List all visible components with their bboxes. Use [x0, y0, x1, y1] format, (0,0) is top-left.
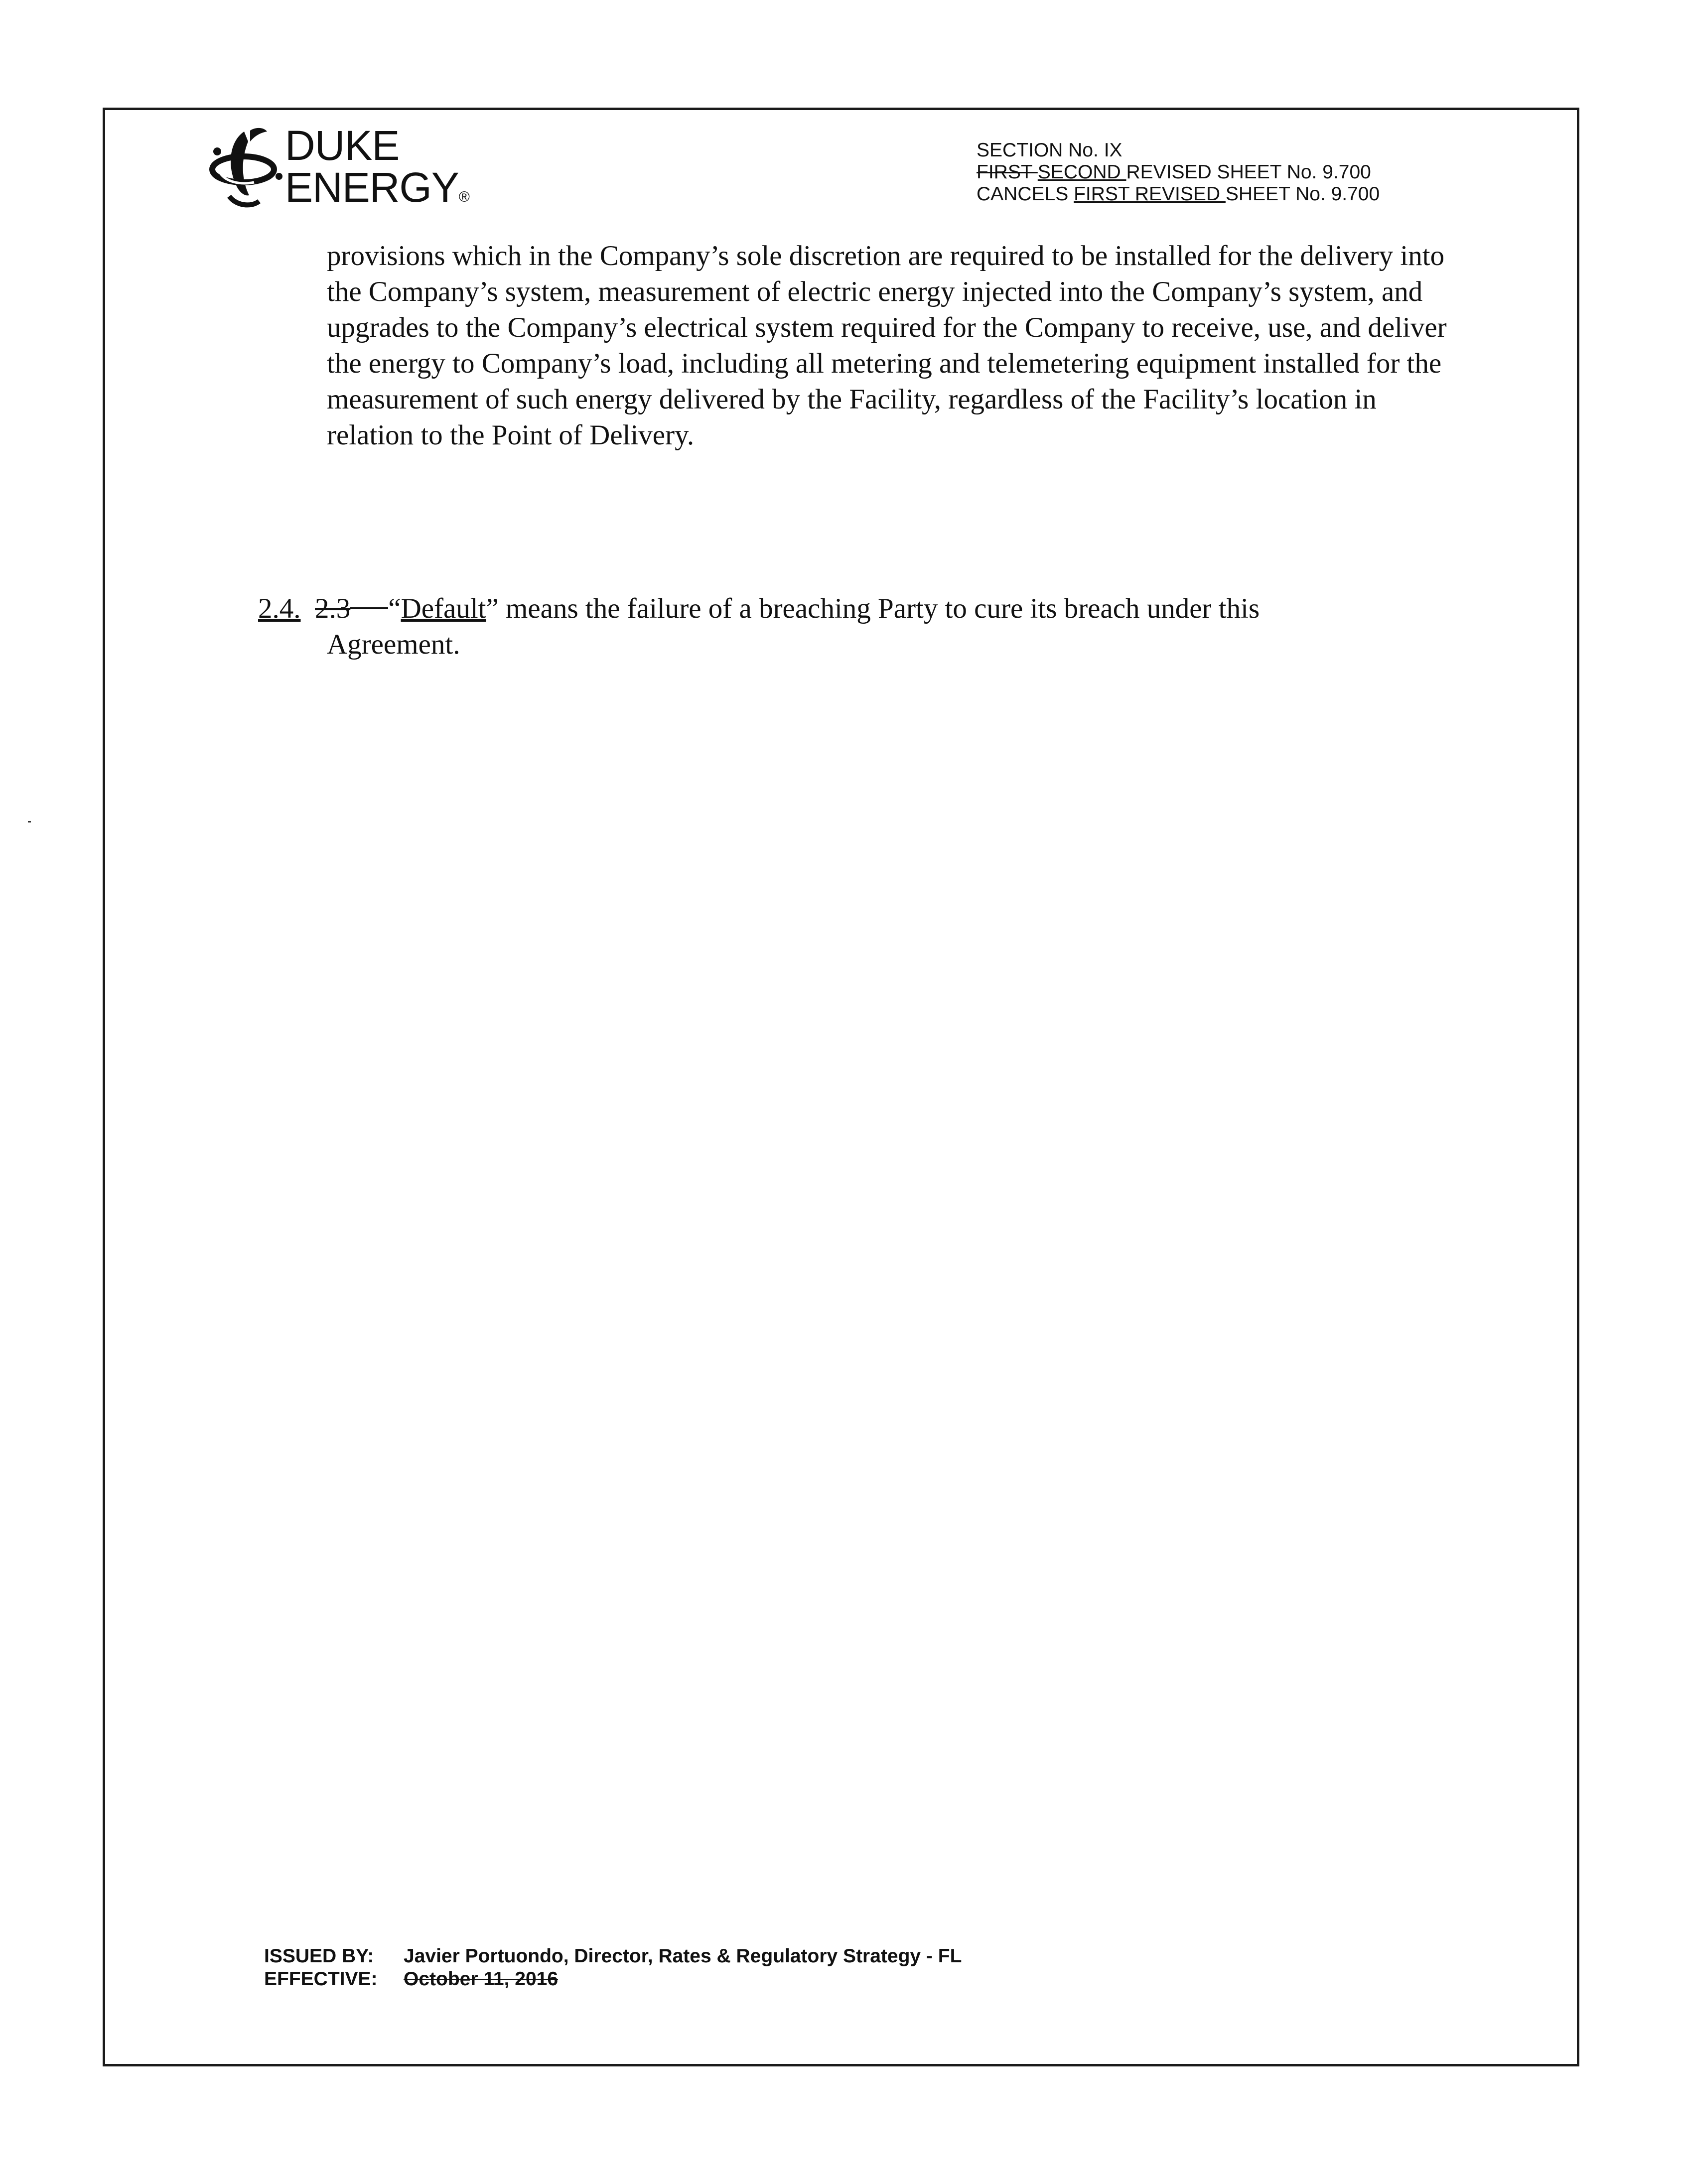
registered-mark: ® — [458, 189, 469, 205]
issued-by-label: ISSUED BY: — [264, 1945, 374, 1967]
cancels-prefix: CANCELS — [977, 183, 1074, 205]
footer — [264, 1945, 962, 1991]
continued-paragraph: provisions which in the Company’s sole discretion are required to be installed for the delivery into the Company’s system, measurement of electric energy injected into the Company’s system, and upgrades to the Company’s electrical system required for the Company to receive, use, and deliver the energy to Company’s load, including all metering and telemetering equipment installed for the measurement of such energy delivered by the Facility, regardless of the Facility’s location in relation to the Point of Delivery. — [327, 240, 1447, 451]
tab-dash — [350, 607, 388, 609]
defined-term: Default — [401, 593, 486, 624]
open-quote: “ — [388, 593, 401, 624]
definition-continuation: Agreement. — [327, 629, 460, 660]
revision-line — [977, 161, 1380, 183]
issued-by-value: Javier Portuondo, Director, Rates & Regulatory Strategy - FL — [404, 1945, 962, 1967]
definition-text: means the failure of a breaching Party to cure its breach under this — [498, 593, 1260, 624]
close-quote: ” — [486, 593, 499, 624]
item-number-old: 2.3 — [315, 593, 351, 624]
duke-energy-logo-icon — [209, 122, 284, 211]
section-number: SECTION No. IX — [977, 139, 1122, 161]
item-number-new: 2.4. — [258, 593, 301, 624]
effective-date-struck: October 11, 2016 — [404, 1968, 559, 1990]
inserted-cancels-text: FIRST REVISED — [1074, 183, 1226, 205]
logo-wordmark — [285, 122, 469, 218]
issued-by-row — [264, 1945, 962, 1968]
revision-rest: REVISED SHEET No. 9.700 — [1126, 161, 1371, 183]
scan-speck — [28, 821, 31, 822]
sheet-header — [977, 139, 1380, 205]
effective-row — [264, 1968, 962, 1991]
effective-label: EFFECTIVE: — [264, 1968, 378, 1990]
definition-item-default — [258, 591, 1464, 663]
cancels-rest: SHEET No. 9.700 — [1225, 183, 1380, 205]
logo-line-1: DUKE — [285, 122, 400, 169]
duke-energy-logo — [209, 122, 488, 216]
inserted-revision-text: SECOND — [1037, 161, 1126, 183]
struck-revision-text: FIRST — [977, 161, 1038, 183]
logo-line-2: ENERGY — [285, 164, 459, 211]
cancels-line — [977, 183, 1380, 205]
